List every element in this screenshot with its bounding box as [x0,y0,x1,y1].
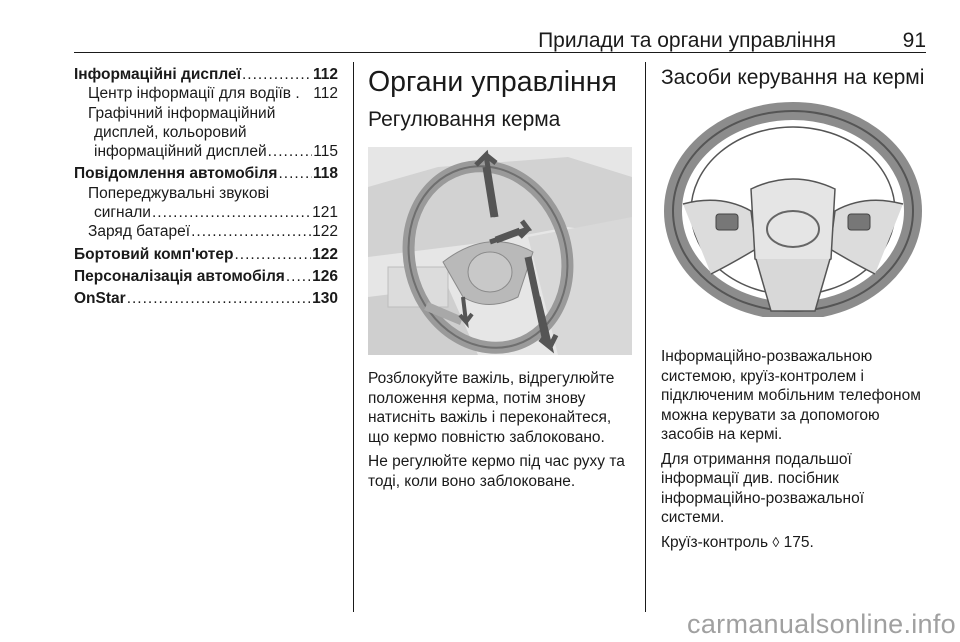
column-divider [353,62,354,612]
page-number: 91 [902,29,926,52]
leader-dots [234,245,311,264]
controls-paragraph: Інформаційно-розважальною системою, круїз-контролем і підключеним мобільним телефоном можна керувати за допомогою засобів на кермі. [661,348,921,443]
reference-paragraph: Для отримання подальшої інформації див. посібник інформаційно-розважальної системи. [661,450,865,526]
toc-entry-line: Графічний інформаційний [88,104,276,122]
toc-entry-line: дисплей, кольоровий [94,123,247,141]
toc-entry[interactable]: Бортовий комп'ютер ..... 122 [74,245,338,264]
steering-controls-section [661,65,929,552]
warning-paragraph: Не регулюйте кермо під час руху та тоді, коли воно заблоковане. [368,453,625,490]
leader-dots [191,222,311,241]
leader-dots [242,65,312,84]
page-header [74,26,926,52]
cruise-control-reference[interactable]: Круїз-контроль ◊ 175. [661,533,814,551]
toc-entry[interactable]: інформаційний дисплей ..... 115 [74,142,338,161]
toc-entry[interactable]: сигнали ..... 121 [74,203,338,222]
leader-dots [127,289,311,308]
toc-entry[interactable]: Повідомлення автомобіля ..... 118 [74,164,338,183]
instruction-paragraph: Розблокуйте важіль, відрегулюйте положення керма, потім знову натисніть важіль і переконайтеся, що кермо повністю заблоковано. [368,370,615,446]
column-divider [645,62,646,612]
toc-entry-line: Попереджувальні звукові [88,184,270,202]
table-of-contents [74,65,338,309]
toc-entry[interactable]: Інформаційні дисплеї ..... 112 [74,65,338,84]
header-rule [74,52,926,53]
steering-wheel-image [661,99,925,317]
leader-dots [286,267,311,286]
steering-wheel-controls-illustration [661,99,925,317]
section-heading: Органи управління [368,66,617,98]
steering-adjustment-illustration [368,147,632,355]
subsection-heading: Регулювання керма [368,108,561,131]
watermark: carmanualsonline.info [687,609,956,639]
steering-wheel-lever-image [368,147,632,355]
chapter-title: Прилади та органи управління [538,29,836,52]
leader-dots [278,164,312,183]
toc-entry[interactable]: Персоналізація автомобіля ..... 126 [74,267,338,286]
toc-entry[interactable]: OnStar ..... 130 [74,289,338,308]
leader-dots [268,142,313,161]
steering-adjustment-section [368,65,632,491]
page-reference-icon: ◊ [772,533,780,550]
toc-entry[interactable]: Центр інформації для водіїв . 112 [88,85,338,103]
toc-entry[interactable]: Заряд батареї ..... 122 [74,222,338,241]
section-heading: Засоби керування на кермі [661,66,925,89]
leader-dots [152,203,311,222]
